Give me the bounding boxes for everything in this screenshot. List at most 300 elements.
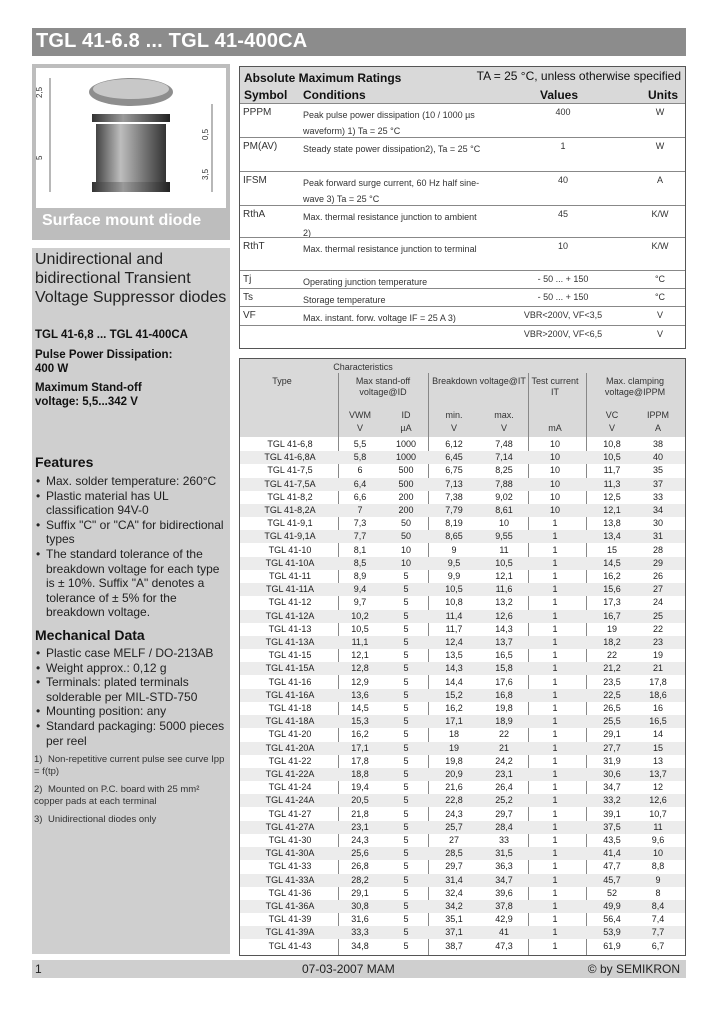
- table-cell: 12,1: [603, 505, 621, 515]
- table-cell: TGL 41-22: [268, 755, 312, 766]
- table-cell: 9,5: [447, 557, 461, 568]
- table-cell: 8,65: [445, 531, 463, 542]
- table-cell: 10: [549, 452, 560, 463]
- table-cell: 1: [552, 650, 558, 661]
- table-cell: 21: [498, 742, 509, 753]
- table-cell: 1: [552, 623, 558, 634]
- ratings-row: [240, 306, 685, 326]
- rating-conditions: Max. instant. forw. voltage IF = 25 A 3): [303, 313, 456, 323]
- table-cell: 500: [398, 465, 414, 476]
- table-cell: TGL 41-24A: [265, 795, 315, 806]
- table-row: [240, 570, 685, 583]
- rating-unit: V: [656, 329, 663, 339]
- mechanical-heading: Mechanical Data: [35, 627, 145, 643]
- table-cell: 16,2: [351, 729, 369, 740]
- table-cell: TGL 41-24: [268, 782, 312, 793]
- table-cell: TGL 41-8,2A: [264, 505, 316, 515]
- table-cell: 14: [652, 729, 663, 740]
- table-cell: TGL 41-12: [268, 597, 312, 608]
- copyright: © by SEMIKRON: [587, 962, 680, 976]
- rating-symbol: RthA: [243, 209, 266, 220]
- table-cell: TGL 41-33A: [265, 874, 315, 885]
- table-cell: 25,7: [445, 821, 463, 832]
- table-cell: 1: [552, 927, 558, 938]
- table-cell: 29,1: [603, 729, 621, 740]
- table-cell: 1: [552, 821, 558, 832]
- table-row: [240, 847, 685, 860]
- ratings-row: [240, 205, 685, 238]
- table-cell: 24,2: [495, 755, 513, 766]
- table-cell: 5: [403, 940, 409, 951]
- table-row: [240, 596, 685, 609]
- table-cell: TGL 41-9,1A: [264, 531, 316, 542]
- table-cell: 25,6: [351, 848, 369, 859]
- table-cell: 13,4: [603, 531, 621, 542]
- table-cell: 19: [652, 650, 663, 661]
- ratings-row: [240, 270, 685, 289]
- rating-symbol: IFSM: [243, 175, 267, 186]
- table-cell: TGL 41-30A: [265, 848, 315, 859]
- table-cell: TGL 41-11: [268, 571, 312, 581]
- table-cell: 5: [403, 808, 409, 819]
- table-cell: 28,4: [495, 821, 513, 832]
- table-cell: 19,4: [351, 782, 369, 793]
- table-cell: 7,4: [651, 914, 665, 925]
- table-cell: 5: [403, 769, 409, 779]
- table-cell: TGL 41-15A: [265, 663, 315, 674]
- diode-body: [96, 124, 166, 184]
- table-cell: 11: [499, 544, 509, 555]
- table-cell: 1: [552, 861, 558, 872]
- ratings-table: [239, 66, 686, 349]
- table-cell: 5: [403, 610, 409, 621]
- table-cell: 1: [552, 940, 558, 951]
- table-cell: 43,5: [603, 835, 621, 845]
- ratings-row: [240, 237, 685, 271]
- anode-band: [92, 182, 170, 192]
- table-cell: 12,9: [351, 676, 369, 687]
- table-cell: 35,1: [445, 914, 463, 925]
- table-cell: 20,5: [351, 795, 369, 806]
- rating-value: 10: [557, 241, 568, 251]
- table-cell: 30,6: [603, 769, 621, 779]
- table-cell: 1: [552, 901, 558, 911]
- ratings-header: [240, 67, 685, 103]
- col-values: Values: [540, 88, 579, 102]
- table-row: [240, 504, 685, 517]
- table-cell: 16,7: [603, 610, 621, 621]
- table-cell: 38,7: [445, 940, 463, 951]
- table-cell: 1: [552, 518, 558, 529]
- table-cell: 27,7: [603, 742, 621, 753]
- table-cell: 7,14: [495, 452, 513, 463]
- list-item: • Plastic case MELF / DO-213AB: [32, 646, 228, 661]
- table-cell: TGL 41-39: [268, 914, 312, 925]
- table-cell: 8,9: [353, 571, 367, 581]
- table-cell: 8,19: [445, 518, 463, 529]
- table-cell: 56,4: [603, 914, 621, 925]
- table-cell: 37,5: [603, 821, 621, 832]
- component-drawing: [36, 68, 226, 208]
- table-cell: 28: [652, 544, 663, 555]
- table-row: [240, 874, 685, 887]
- table-cell: 5: [403, 821, 409, 832]
- table-cell: 5: [403, 716, 409, 727]
- table-cell: 14,5: [351, 703, 369, 713]
- rating-value: - 50 ... + 150: [537, 274, 589, 284]
- table-cell: 34,2: [445, 901, 463, 911]
- table-cell: 18,6: [649, 689, 667, 700]
- table-cell: 6: [357, 465, 363, 476]
- page-title: TGL 41-6.8 ... TGL 41-400CA: [36, 30, 308, 52]
- table-cell: 7,7: [651, 927, 665, 938]
- table-cell: 5: [403, 584, 409, 595]
- table-cell: TGL 41-30: [268, 835, 312, 845]
- table-cell: 17,1: [351, 742, 369, 753]
- table-row: [240, 530, 685, 543]
- table-cell: 5: [403, 571, 409, 581]
- features-list: [32, 474, 228, 620]
- table-cell: 17,8: [649, 676, 667, 687]
- table-cell: 1: [552, 663, 558, 674]
- rating-unit: W: [655, 107, 665, 117]
- table-cell: 12,1: [351, 650, 369, 661]
- table-cell: 15,6: [603, 584, 621, 595]
- table-cell: 5: [403, 742, 409, 753]
- list-item: • Mounting position: any: [32, 704, 228, 719]
- table-cell: 25: [652, 610, 663, 621]
- table-cell: 12,8: [351, 663, 369, 674]
- table-cell: 6,12: [445, 439, 463, 449]
- rating-conditions: Max. thermal resistance junction to terminal: [303, 244, 477, 254]
- table-cell: 7,88: [495, 478, 513, 489]
- table-cell: 37: [652, 478, 663, 489]
- table-cell: 31,9: [603, 755, 621, 766]
- table-cell: 12,1: [495, 571, 513, 581]
- table-cell: 1: [552, 887, 558, 898]
- table-cell: 1000: [395, 452, 417, 463]
- table-cell: TGL 41-39A: [265, 927, 315, 938]
- table-cell: 10: [549, 478, 560, 489]
- table-cell: 10,8: [603, 439, 621, 449]
- table-cell: 15,3: [351, 716, 369, 727]
- table-cell: 31: [652, 531, 663, 542]
- table-cell: 29,1: [351, 887, 369, 898]
- component-image-panel: [32, 64, 230, 240]
- rating-symbol: VF: [243, 310, 256, 321]
- list-item: • Weight approx.: 0,12 g: [32, 661, 228, 676]
- table-cell: 5: [403, 637, 409, 647]
- table-cell: 50: [400, 531, 411, 542]
- table-cell: 30: [652, 518, 663, 529]
- table-cell: 1: [552, 914, 558, 925]
- table-row: [240, 808, 685, 821]
- table-cell: TGL 41-8,2: [267, 491, 313, 502]
- table-cell: 12,6: [495, 610, 513, 621]
- table-cell: 35: [652, 465, 663, 476]
- table-cell: 15,8: [495, 663, 513, 674]
- table-cell: 8,4: [651, 901, 665, 911]
- table-cell: 34,7: [603, 782, 621, 793]
- table-cell: 5: [403, 689, 409, 700]
- table-cell: 26,8: [351, 861, 369, 872]
- col-units: Units: [648, 88, 678, 102]
- table-cell: TGL 41-7,5: [267, 465, 313, 476]
- table-cell: 10,5: [603, 452, 621, 463]
- table-cell: TGL 41-7,5A: [264, 478, 316, 489]
- table-cell: 1: [552, 676, 558, 687]
- table-cell: 1: [552, 610, 558, 621]
- table-cell: 11,1: [351, 637, 369, 647]
- table-cell: 6,6: [353, 491, 367, 502]
- table-cell: 18,9: [495, 716, 513, 727]
- list-item: • Standard packaging: 5000 pieces per reel: [32, 719, 228, 748]
- table-cell: TGL 41-13A: [265, 637, 315, 647]
- table-cell: 11,7: [445, 623, 463, 634]
- table-row: [240, 900, 685, 913]
- table-row: [240, 623, 685, 636]
- table-cell: 11,7: [603, 465, 621, 476]
- table-cell: TGL 41-20: [268, 729, 312, 740]
- table-row: [240, 438, 685, 451]
- list-item: • Max. solder temperature: 260°C: [32, 474, 228, 489]
- table-cell: 1: [552, 531, 558, 542]
- table-cell: 10,8: [445, 597, 463, 608]
- table-row: [240, 742, 685, 755]
- table-cell: 10,5: [445, 584, 463, 595]
- table-cell: 13,2: [495, 597, 513, 608]
- table-row: [240, 478, 685, 491]
- table-cell: 1: [552, 835, 558, 845]
- table-cell: TGL 41-16A: [265, 689, 315, 700]
- table-cell: 8,5: [353, 557, 367, 568]
- table-cell: 61,9: [603, 940, 621, 951]
- table-cell: 38: [652, 439, 663, 449]
- footnote: 1) Non-repetitive current pulse see curve Ipp = f(tp): [34, 754, 225, 777]
- table-cell: 31,5: [495, 848, 513, 859]
- rating-value: 1: [560, 141, 566, 151]
- table-cell: 19,8: [445, 755, 463, 766]
- table-cell: 15: [652, 742, 663, 753]
- table-cell: 11,4: [445, 610, 463, 621]
- table-row: [240, 702, 685, 715]
- table-cell: 37,8: [495, 901, 513, 911]
- table-row: [240, 794, 685, 807]
- ratings-condition-note: TA = 25 °C, unless otherwise specified: [476, 69, 681, 83]
- rating-symbol: RthT: [243, 241, 265, 252]
- rating-unit: K/W: [651, 241, 669, 251]
- table-cell: 34,7: [495, 874, 513, 885]
- table-cell: 1: [552, 769, 558, 779]
- table-cell: 1: [552, 874, 558, 885]
- table-cell: 12,6: [649, 795, 667, 806]
- table-cell: 40: [652, 452, 663, 463]
- table-cell: 14,3: [445, 663, 463, 674]
- table-cell: 1: [552, 729, 558, 740]
- table-cell: TGL 41-16: [268, 676, 312, 687]
- table-row: [240, 887, 685, 900]
- table-cell: 1: [552, 597, 558, 608]
- table-cell: 5: [403, 703, 409, 713]
- characteristics-header: Characteristics Type Max stand-off voltage@ID Breakdown voltage@IT Test current IT Max. clamping voltage@IPPM VWM ID min. max. VC IPPM V µA V V mA V A: [240, 359, 685, 437]
- rating-unit: A: [656, 175, 663, 185]
- rating-symbol: Ts: [243, 292, 253, 303]
- table-cell: 6,45: [445, 452, 463, 463]
- table-cell: 33,2: [603, 795, 621, 806]
- col-clamping: Max. clamping voltage@IPPM: [604, 376, 666, 397]
- table-row: [240, 676, 685, 689]
- table-cell: 19,8: [495, 703, 513, 713]
- table-cell: 22,5: [603, 689, 621, 700]
- table-cell: 16,5: [649, 716, 667, 727]
- table-cell: 16,2: [445, 703, 463, 713]
- col-symbol: Symbol: [244, 88, 288, 102]
- table-row: [240, 583, 685, 596]
- table-cell: TGL 41-10A: [265, 557, 315, 568]
- table-cell: 14,4: [445, 676, 463, 687]
- table-cell: 12,4: [445, 637, 463, 647]
- table-cell: 10,5: [351, 623, 369, 634]
- rating-conditions: Storage temperature: [303, 295, 386, 305]
- table-cell: 17,6: [495, 676, 513, 687]
- table-row: [240, 636, 685, 649]
- standoff-voltage: Maximum Stand-off voltage: 5,5...342 V: [35, 382, 142, 408]
- table-cell: 33: [652, 491, 663, 502]
- table-cell: TGL 41-11A: [265, 584, 315, 595]
- rating-conditions: Peak forward surge current, 60 Hz half sine-wave 3) Ta = 25 °C: [303, 178, 480, 204]
- table-cell: 23: [652, 637, 663, 647]
- rating-symbol: PPPM: [243, 107, 272, 118]
- table-row: [240, 544, 685, 557]
- rating-unit: °C: [654, 292, 666, 302]
- table-cell: 9,4: [353, 584, 367, 595]
- table-cell: 1: [552, 637, 558, 647]
- table-cell: 500: [398, 478, 414, 489]
- table-cell: 47,3: [495, 940, 513, 951]
- table-cell: 1: [552, 584, 558, 595]
- table-cell: 5: [403, 676, 409, 687]
- rating-conditions: Peak pulse power dissipation (10 / 1000 µs waveform) 1) Ta = 25 °C: [303, 110, 475, 136]
- table-cell: 26,5: [603, 703, 621, 713]
- table-row: [240, 781, 685, 794]
- list-item: • Terminals: plated terminals solderable per MIL-STD-750: [32, 675, 228, 704]
- table-cell: 5: [403, 887, 409, 898]
- table-cell: 200: [398, 491, 414, 502]
- characteristics-table: [239, 358, 686, 956]
- table-cell: TGL 41-6,8A: [264, 452, 316, 463]
- table-cell: 31,6: [351, 914, 369, 925]
- table-cell: 19: [448, 742, 459, 753]
- table-cell: 18,2: [603, 637, 621, 647]
- table-cell: 21: [652, 663, 663, 674]
- table-cell: 41: [498, 927, 509, 938]
- table-cell: 10: [549, 439, 560, 449]
- table-cell: TGL 41-13: [268, 623, 312, 634]
- table-cell: 16: [652, 703, 663, 713]
- table-cell: 39,1: [603, 808, 621, 819]
- table-cell: 49,9: [603, 901, 621, 911]
- table-cell: 7,48: [495, 439, 513, 449]
- table-cell: TGL 41-9,1: [267, 518, 313, 529]
- table-cell: 34,8: [351, 940, 369, 951]
- table-cell: 33: [498, 835, 509, 845]
- table-row: [240, 517, 685, 530]
- table-cell: 36,3: [495, 861, 513, 872]
- table-cell: 28,2: [351, 874, 369, 885]
- rating-unit: V: [656, 310, 663, 320]
- table-cell: 10: [549, 465, 560, 476]
- table-cell: 5,5: [353, 439, 367, 449]
- table-row: [240, 491, 685, 504]
- table-cell: 5: [403, 795, 409, 806]
- footer: [32, 960, 686, 978]
- table-row: [240, 662, 685, 675]
- dim-label: 5: [35, 155, 44, 160]
- list-item: • Plastic material has UL classification 94V-0: [32, 489, 228, 518]
- table-cell: 50: [400, 518, 411, 529]
- table-cell: 17,1: [445, 716, 463, 727]
- table-cell: 1: [552, 808, 558, 819]
- table-cell: 1: [552, 716, 558, 727]
- table-cell: 5: [403, 597, 409, 608]
- table-cell: 5: [403, 623, 409, 634]
- dim-label: 0,5: [201, 128, 210, 140]
- table-cell: 12: [652, 782, 663, 793]
- table-row: [240, 913, 685, 926]
- table-cell: 13: [652, 755, 663, 766]
- table-cell: 25,2: [495, 795, 513, 806]
- table-cell: 12,5: [603, 491, 621, 502]
- ratings-row: [240, 171, 685, 206]
- table-cell: 29: [652, 557, 663, 568]
- table-cell: 31,4: [445, 874, 463, 885]
- table-cell: 1: [552, 755, 558, 766]
- table-cell: 10: [549, 491, 560, 502]
- table-cell: TGL 41-20A: [265, 742, 315, 753]
- features-heading: Features: [35, 454, 94, 470]
- table-cell: 27: [652, 584, 663, 595]
- table-cell: 5: [403, 874, 409, 885]
- table-cell: TGL 41-18: [268, 703, 312, 713]
- table-cell: 21,8: [351, 808, 369, 819]
- list-item: • Suffix "C" or "CA" for bidirectional types: [32, 518, 228, 547]
- table-cell: 16,5: [495, 650, 513, 661]
- footer-date: 07-03-2007 MAM: [302, 962, 395, 976]
- table-cell: 7,38: [445, 491, 463, 502]
- col-type: Type: [272, 376, 292, 386]
- table-cell: 34: [652, 505, 663, 515]
- table-cell: 27: [448, 835, 459, 845]
- table-cell: 39,6: [495, 887, 513, 898]
- table-cell: 5: [403, 663, 409, 674]
- rating-value: 40: [557, 175, 568, 185]
- table-cell: TGL 41-27: [268, 808, 312, 819]
- table-cell: 1: [552, 571, 558, 581]
- table-cell: 9: [655, 874, 661, 885]
- table-cell: 24,3: [351, 835, 369, 845]
- table-row: [240, 610, 685, 623]
- table-cell: 5: [403, 848, 409, 859]
- table-cell: TGL 41-22A: [265, 769, 315, 779]
- table-cell: 22,8: [445, 795, 463, 806]
- table-row: [240, 755, 685, 768]
- table-cell: 17,3: [603, 597, 621, 608]
- table-cell: 30,8: [351, 901, 369, 911]
- rating-value: 45: [557, 209, 568, 219]
- table-cell: 10,5: [495, 557, 513, 568]
- table-row: [240, 451, 685, 464]
- col-test-current: Test current IT: [531, 376, 579, 397]
